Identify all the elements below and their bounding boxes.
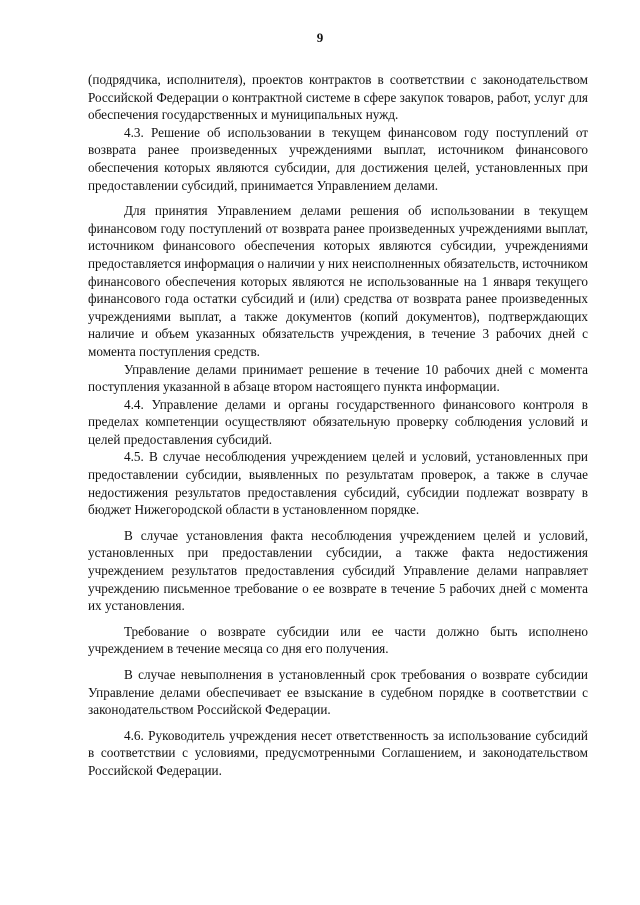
paragraph-4-3: 4.3. Решение об использовании в текущем финансовом году поступлений от возврата ранее произведенных учреждениями выплат, источником финансового обеспечения которых являются субсидии, для достижения целей, установленных при предоставлении субсидий, принимается Управлением делами. (88, 124, 588, 193)
page-number: 9 (316, 30, 324, 45)
paragraph-4-4: 4.4. Управление делами и органы государственного финансового контроля в пределах компетенции осуществляют обязательную проверку соблюдения условий и целей предоставления субсидий. (88, 396, 588, 447)
paragraph-4-6: 4.6. Руководитель учреждения несет ответственность за использование субсидий в соответствии с условиями, предусмотренными Соглашением, и законодательством Российской Федерации. (88, 727, 588, 778)
paragraph-4-3-info: Для принятия Управлением делами решения об использовании в текущем финансовом году поступлений от возврата ранее произведенных учреждениями выплат, источником финансового обеспечения которых являются субсидии, учреждениями предоставляется информация о наличии у них неисполненных обязательств, источником финансового обеспечения которых являются не использованные на 1 января текущего финансового года остатки субсидий и (или) средства от возврата ранее произведенных учреждениями выплат, а также документов (копий документов), подтверждающих наличие и объем указанных обязательств учреждения, в течение 3 рабочих дней с момента поступления средств. (88, 203, 589, 359)
paragraph-4-5-deadline: Требование о возврате субсидии или ее части должно быть исполнено учреждением в течение месяца со дня его получения. (88, 623, 588, 657)
paragraph-4-5: 4.5. В случае несоблюдения учреждением целей и условий, установленных при предоставлении субсидии, выявленных по результатам проверок, а также в случае недостижения результатов предоставления субсидий, субсидии подлежат возврату в бюджет Нижегородской области в установленном порядке. (88, 449, 588, 518)
paragraph-4-5-requirement: В случае установления факта несоблюдения учреждением целей и условий, установленных при предоставлении субсидии, а также факта недостижения учреждением результатов предоставления субсидий Управление делами направляет учреждению письменное требование о ее возврате в течение 5 рабочих дней с момента их установления. (88, 527, 588, 614)
paragraph-4-5-recovery: В случае невыполнения в установленный срок требования о возврате субсидии Управление делами обеспечивает ее взыскание в судебном порядке в соответствии с законодательством Российской Федерации. (88, 667, 588, 718)
paragraph-4-3-decision: Управление делами принимает решение в течение 10 рабочих дней с момента поступления указанной в абзаце втором настоящего пункта информации. (88, 361, 588, 395)
paragraph-continuation: (подрядчика, исполнителя), проектов контрактов в соответствии с законодательством Российской Федерации о контрактной системе в сфере закупок товаров, работ, услуг для обеспечения государственных и муниципальных нужд. (88, 72, 588, 123)
document-body (88, 71, 588, 780)
